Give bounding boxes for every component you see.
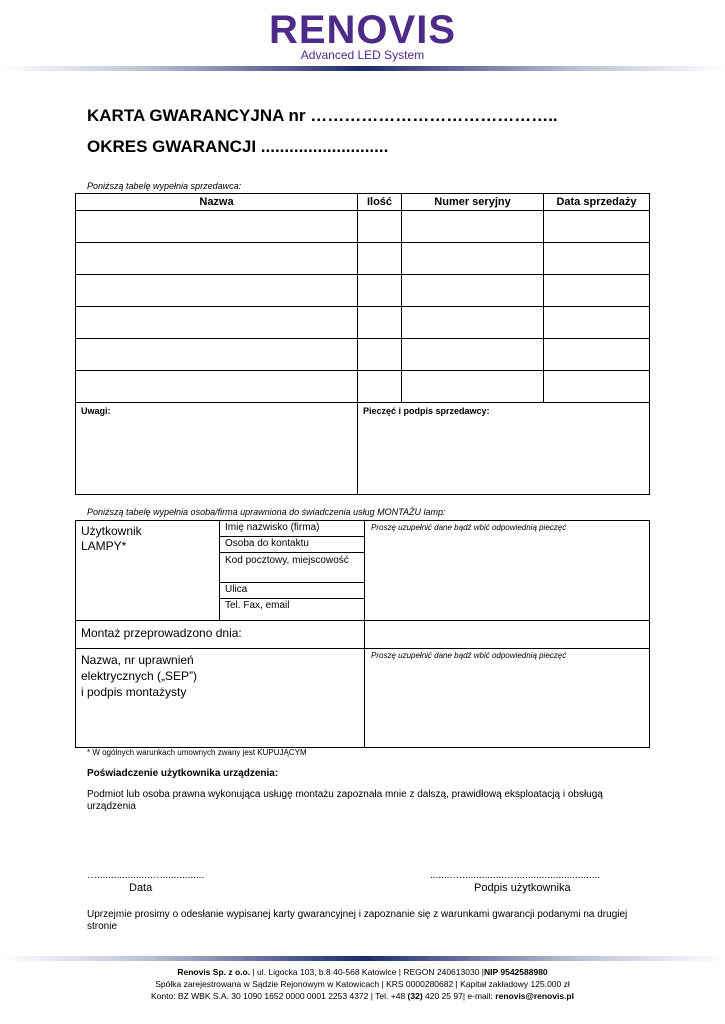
name-cell[interactable] <box>76 243 358 275</box>
signature-dots[interactable]: ........…...............…............................... <box>430 870 601 881</box>
serial-cell[interactable] <box>402 371 544 403</box>
name-cell[interactable] <box>76 307 358 339</box>
name-cell[interactable] <box>76 211 358 243</box>
remarks-cell[interactable] <box>76 403 358 495</box>
table-row <box>76 339 650 371</box>
seller-table-note: Poniższą tabelę wypełnia sprzedawca: <box>87 181 242 191</box>
footer-divider <box>0 956 725 961</box>
remarks-row <box>76 403 650 495</box>
date-cell[interactable] <box>544 243 650 275</box>
field-name[interactable]: Imię nazwisko (firma) <box>220 521 364 537</box>
footer-info <box>0 966 725 1002</box>
serial-cell[interactable] <box>402 275 544 307</box>
date-cell[interactable] <box>544 371 650 403</box>
serial-cell[interactable] <box>402 243 544 275</box>
user-fields-cell <box>220 521 365 621</box>
field-phone-email[interactable]: Tel. Fax, email <box>225 600 290 611</box>
quantity-cell[interactable] <box>358 339 402 371</box>
date-dots[interactable]: …...................…................ <box>87 870 205 881</box>
declaration-text: Podmiot lub osoba prawna wykonująca usługę montażu zapoznała mnie z dalszą, prawidłową eksploatacją i obsługą urządzenia <box>87 789 603 812</box>
date-label: Data <box>129 882 153 894</box>
installer-label-cell <box>76 649 365 748</box>
quantity-cell[interactable] <box>358 371 402 403</box>
install-date-cell <box>76 621 365 649</box>
footer-area-code: (32) <box>407 991 423 1001</box>
date-cell[interactable] <box>544 307 650 339</box>
footer-account: Konto: BZ WBK S.A. 30 1090 1652 0000 0001 2253 4372 | Tel. +48 <box>151 991 408 1001</box>
user-label-lamps: LAMPY* <box>81 539 127 553</box>
name-cell[interactable] <box>76 339 358 371</box>
col-serial: Numer seryjny <box>402 194 544 211</box>
installer-label-line1: Nazwa, nr uprawnień <box>81 653 194 667</box>
serial-cell[interactable] <box>402 307 544 339</box>
install-date-row <box>76 621 650 649</box>
logo-wordmark: RENOVIS <box>268 8 457 52</box>
installer-table <box>75 520 650 748</box>
logo-tagline: Advanced LED System <box>300 48 425 62</box>
quantity-cell[interactable] <box>358 275 402 307</box>
footer-company: Renovis Sp. z o.o. <box>177 967 251 977</box>
installer-table-note: Poniższą tabelę wypełnia osoba/firma uprawniona do świadczenia usług MONTAŻU lamp: <box>87 507 446 517</box>
serial-cell[interactable] <box>402 339 544 371</box>
user-label-cell <box>76 521 220 621</box>
warranty-card-title: KARTA GWARANCYJNA nr …………………………………….. <box>87 106 558 125</box>
field-street[interactable]: Ulica <box>220 583 364 599</box>
field-postal-city[interactable]: Kod pocztowy, miejscowość <box>220 553 364 583</box>
declaration-heading: Poświadczenie użytkownika urządzenia: <box>87 768 279 779</box>
date-cell[interactable] <box>544 275 650 307</box>
table-row <box>76 211 650 243</box>
table-row <box>76 307 650 339</box>
footer-line3 <box>0 990 725 1002</box>
footer-email[interactable]: renovis@renovis.pl <box>495 991 574 1001</box>
table-row <box>76 243 650 275</box>
installer-label-line3: i podpis montażysty <box>81 685 187 699</box>
footer-address: | ul. Ligocka 103, b.8 40-568 Katowice | REGON 240613030 | <box>250 967 484 977</box>
company-logo <box>0 8 725 62</box>
quantity-cell[interactable] <box>358 243 402 275</box>
install-date-input[interactable] <box>365 621 650 649</box>
install-date-label: Montaż przeprowadzono dnia: <box>81 626 242 640</box>
seller-table <box>75 193 650 495</box>
quantity-cell[interactable] <box>358 211 402 243</box>
col-sale-date: Data sprzedaży <box>544 194 650 211</box>
seller-table-header <box>76 194 650 211</box>
warranty-period-title: OKRES GWARANCJI ........................... <box>87 137 389 156</box>
footer-nip: NIP 9542588980 <box>484 967 548 977</box>
installer-row <box>76 649 650 748</box>
footer-line2: Spółka zarejestrowana w Sądzie Rejonowym w Katowicach | KRS 0000280682 | Kapitał zakładowy 125.000 zł <box>155 979 570 989</box>
date-cell[interactable] <box>544 211 650 243</box>
remarks-label: Uwagi: <box>81 406 111 416</box>
serial-cell[interactable] <box>402 211 544 243</box>
col-name: Nazwa <box>76 194 358 211</box>
return-request-text: Uprzejmie prosimy o odesłanie wypisanej karty gwarancyjnej i zapoznanie się z warunkami gwarancji podanymi na drugiej stronie <box>87 909 628 932</box>
date-cell[interactable] <box>544 339 650 371</box>
installer-stamp-hint: Proszę uzupełnić dane bądź wbić odpowiednią pieczęć <box>371 651 567 660</box>
seller-stamp-label: Pieczęć i podpis sprzedawcy: <box>363 406 490 416</box>
footnote: * W ogólnych warunkach umownych zwany jest KUPUJĄCYM <box>87 748 307 757</box>
quantity-cell[interactable] <box>358 307 402 339</box>
user-stamp-hint: Proszę uzupełnić dane bądź wbić odpowiednią pieczęć <box>371 523 567 532</box>
signature-label: Podpis użytkownika <box>474 882 571 894</box>
user-label: Użytkownik <box>81 524 142 538</box>
user-row <box>76 521 650 621</box>
seller-stamp-cell[interactable] <box>358 403 650 495</box>
field-contact-person[interactable]: Osoba do kontaktu <box>220 537 364 553</box>
table-row <box>76 275 650 307</box>
user-stamp-cell[interactable] <box>365 521 650 621</box>
footer-line1 <box>0 966 725 978</box>
header-divider <box>0 66 725 71</box>
table-row <box>76 371 650 403</box>
installer-stamp-cell[interactable] <box>365 649 650 748</box>
installer-label-line2: elektrycznych („SEP”) <box>81 669 198 683</box>
footer-phone: 420 25 97| e-mail: <box>422 991 496 1001</box>
name-cell[interactable] <box>76 371 358 403</box>
name-cell[interactable] <box>76 275 358 307</box>
col-quantity: Ilość <box>358 194 402 211</box>
